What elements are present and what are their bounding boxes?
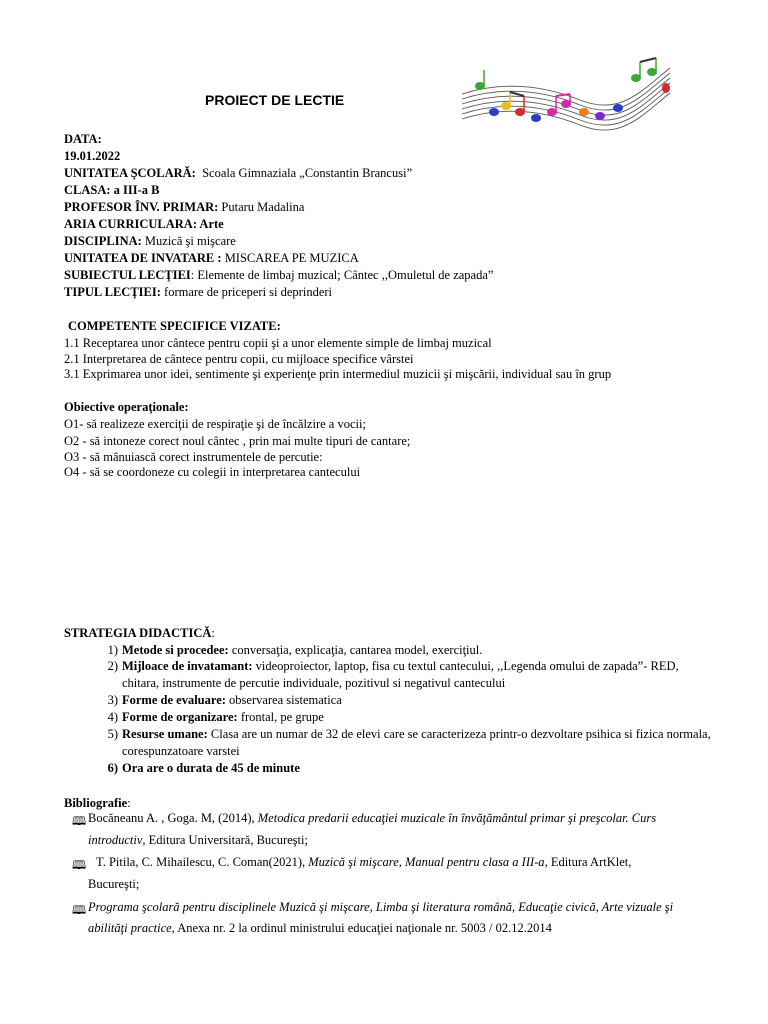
clasa: CLASA: a III-a B (64, 183, 160, 197)
music-notes-icon (460, 52, 672, 134)
disciplina: DISCIPLINA: Muzică şi mişcare (64, 234, 236, 248)
bibliografie-heading: Bibliografie: (64, 796, 131, 810)
obiectiv-item: O2 - să intoneze corect noul cântec , prin mai multe tipuri de cantare; (64, 434, 411, 448)
book-icon: 🕮 (72, 858, 87, 872)
unitate-invatare: UNITATEA DE INVATARE : MISCAREA PE MUZICA (64, 251, 359, 265)
tipul-lectiei: TIPUL LECŢIEI: formare de priceperi si deprinderi (64, 285, 333, 299)
aria-curriculara: ARIA CURRICULARA: Arte (64, 217, 224, 231)
book-icon: 🕮 (72, 814, 87, 828)
profesor: PROFESOR ÎNV. PRIMAR: Putaru Madalina (64, 200, 305, 214)
obiectiv-item: O3 - să mânuiască corect instrumentele de percutie: (64, 450, 323, 464)
book-icon: 🕮 (72, 903, 87, 917)
unitate-scolara: UNITATEA ŞCOLARĂ: Scoala Gimnaziala „Constantin Brancusi” (64, 166, 413, 180)
competenta-item: 1.1 Receptarea unor cântece pentru copii şi a unor elemente simple de limbaj muzical (64, 336, 492, 350)
competenta-item: 2.1 Interpretarea de cântece pentru copii, cu mijloace specifice vârstei (64, 352, 414, 366)
competente-heading: COMPETENTE SPECIFICE VIZATE: (68, 319, 281, 333)
data-value: 19.01.2022 (64, 149, 121, 163)
obiectiv-item: O4 - să se coordoneze cu colegii in interpretarea cantecului (64, 465, 361, 479)
competenta-item: 3.1 Exprimarea unor idei, sentimente şi experienţe prin intermediul muzicii şi mişcării, individual sau în grup (64, 367, 612, 381)
page-title: PROIECT DE LECTIE (205, 92, 345, 108)
subiectul-lectiei: SUBIECTUL LECŢIEI: Elemente de limbaj muzical; Cântec ,,Omuletul de zapada” (64, 268, 494, 282)
obiectiv-item: O1- să realizeze exerciţii de respiraţie şi de încălzire a vocii; (64, 417, 366, 431)
strategia-heading: STRATEGIA DIDACTICĂ: (64, 626, 215, 640)
data-label: DATA: (64, 132, 102, 146)
obiective-heading: Obiective operaţionale: (64, 400, 189, 414)
